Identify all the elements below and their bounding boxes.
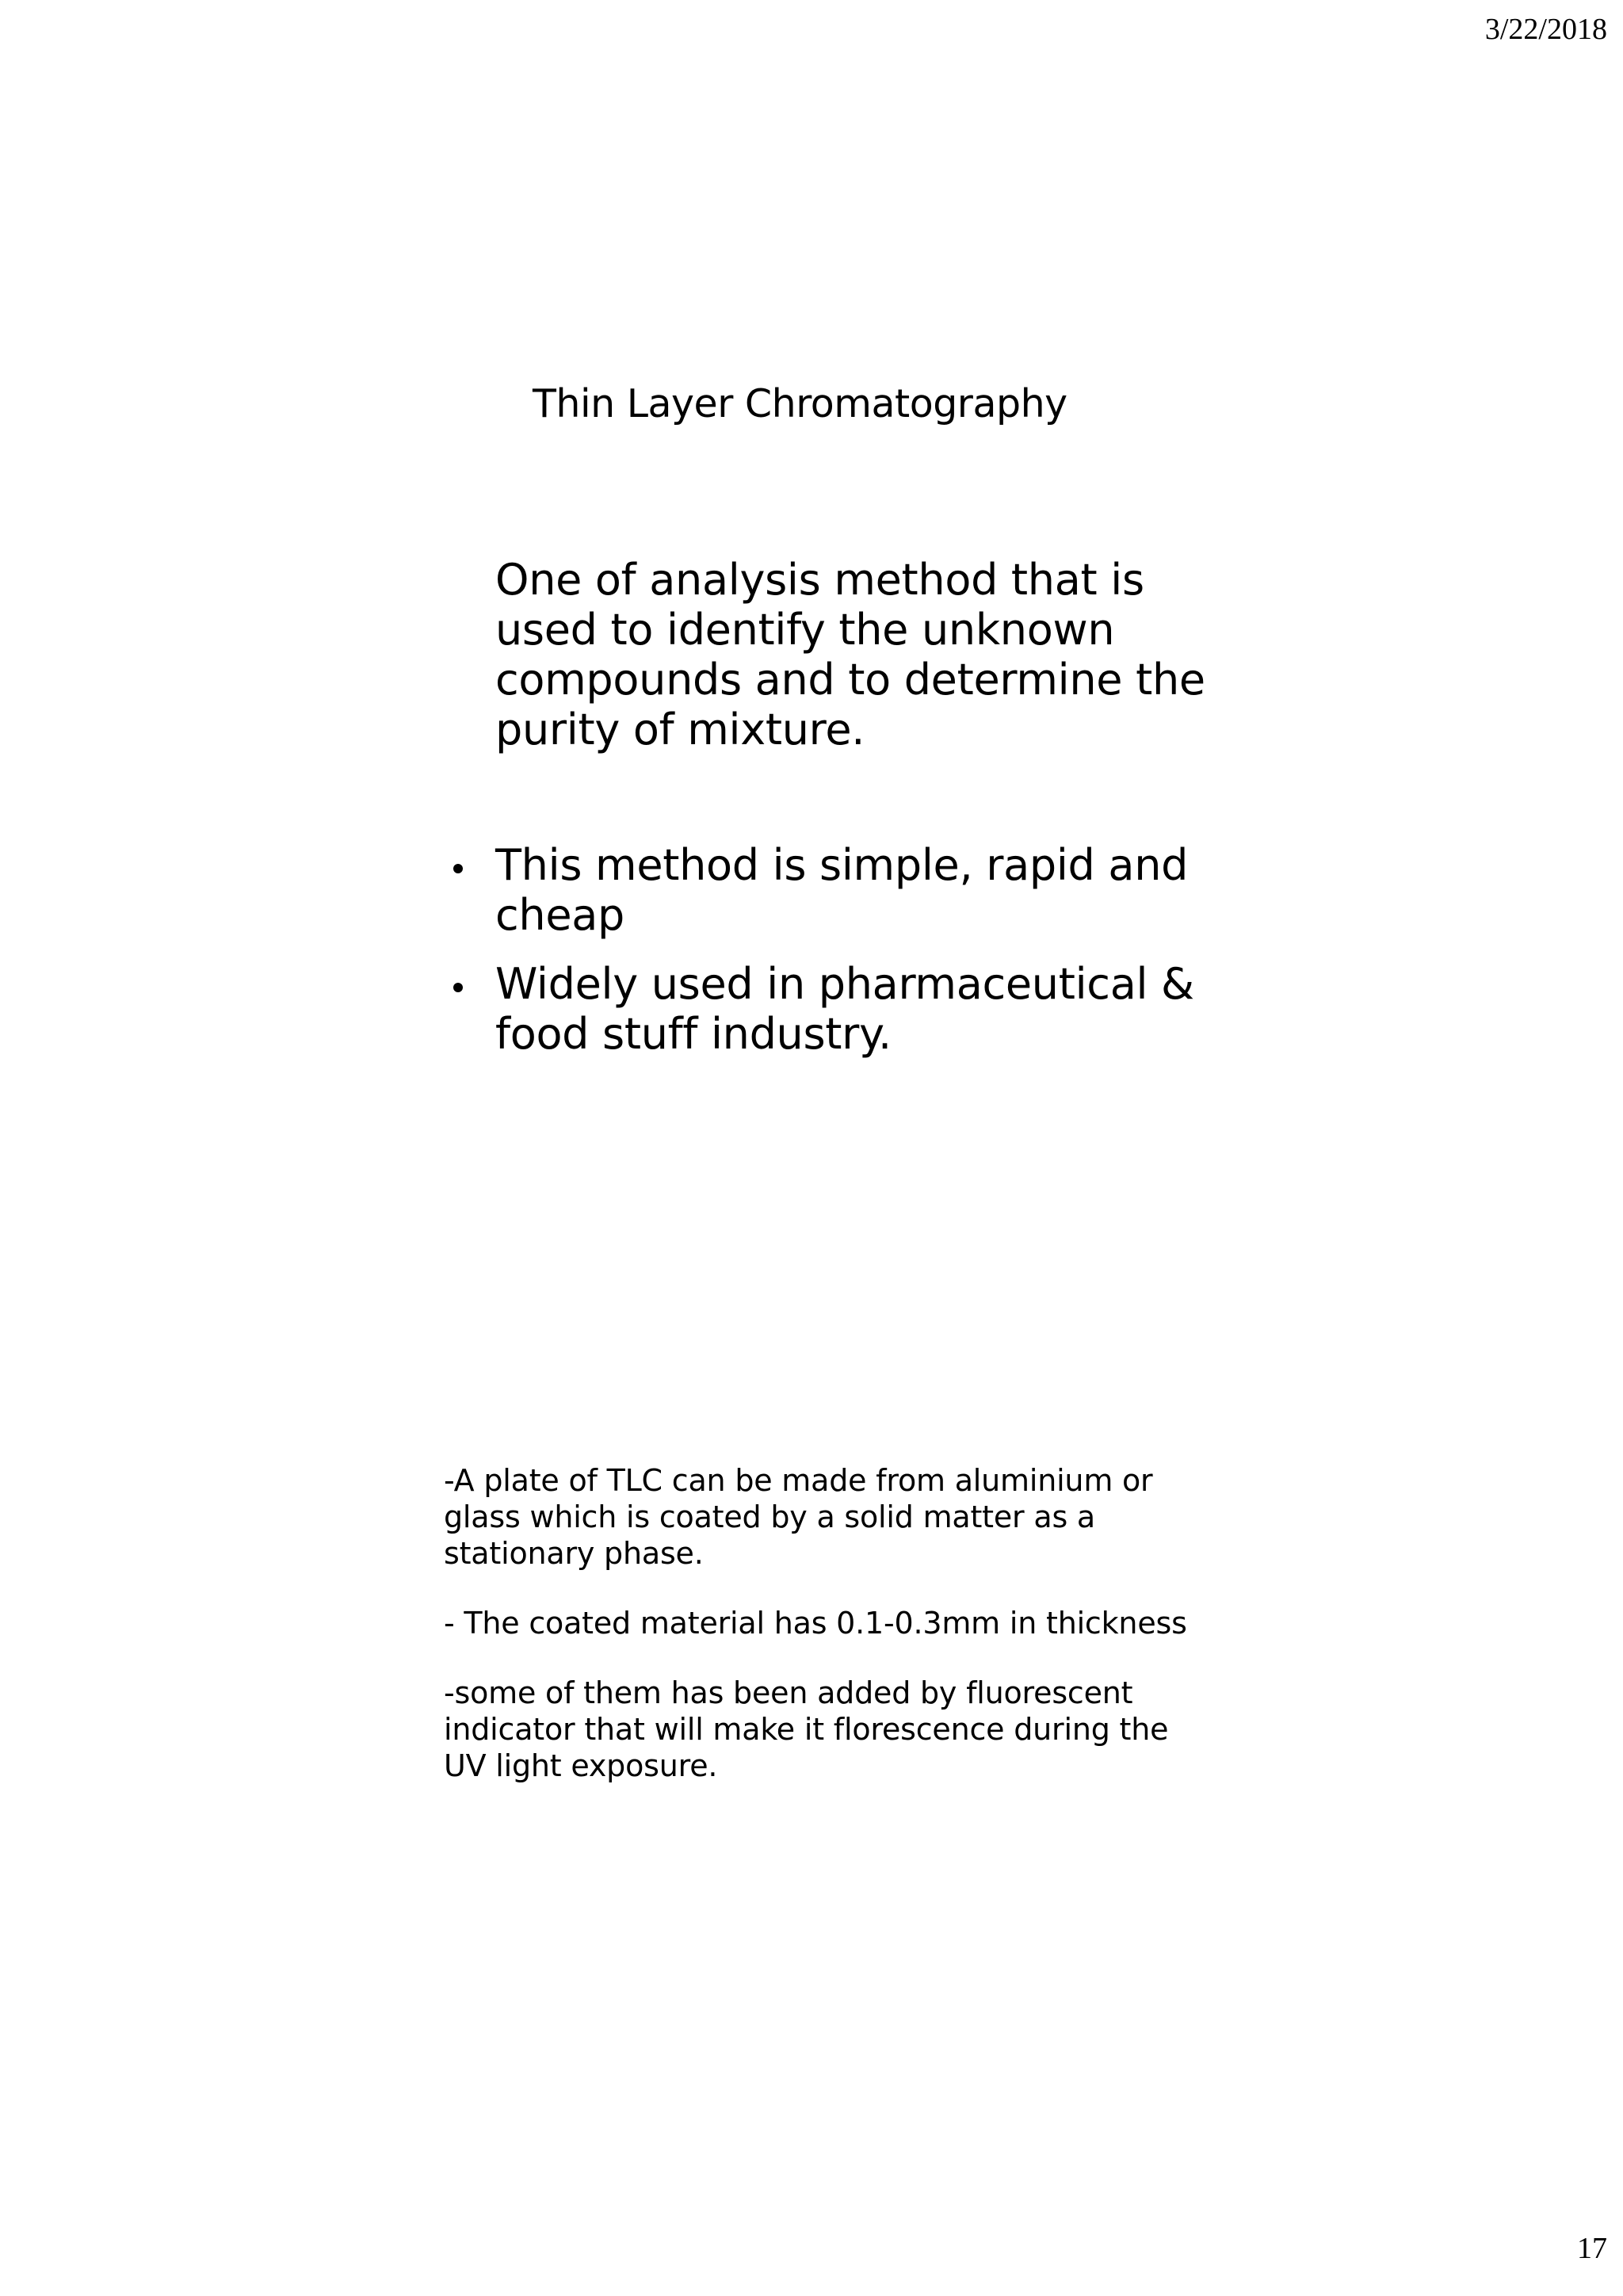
note-line: -A plate of TLC can be made from aluminium or	[444, 1463, 1153, 1498]
slide-top	[444, 372, 1205, 1086]
bullet-line: cheap	[495, 890, 625, 940]
bullet-item	[444, 840, 1205, 940]
page-date: 3/22/2018	[1484, 13, 1607, 46]
note-line: UV light exposure.	[444, 1748, 718, 1783]
bullet-line: This method is simple, rapid and	[495, 840, 1189, 890]
note-paragraph	[444, 1462, 1205, 1572]
bullet-dot-icon	[453, 983, 463, 992]
bullet-list	[444, 840, 1205, 1078]
slide-bottom	[444, 1462, 1205, 1819]
note-paragraph	[444, 1605, 1205, 1641]
note-line: stationary phase.	[444, 1536, 704, 1571]
bullet-line: Widely used in pharmaceutical &	[495, 959, 1194, 1009]
note-line: indicator that will make it florescence during the	[444, 1712, 1169, 1747]
intro-line: used to identify the unknown	[495, 605, 1115, 655]
intro-paragraph	[495, 555, 1205, 755]
intro-line: One of analysis method that is	[495, 555, 1144, 605]
page-number: 17	[1577, 2232, 1607, 2265]
note-line: - The coated material has 0.1-0.3mm in thickness	[444, 1606, 1187, 1641]
note-paragraph	[444, 1675, 1205, 1784]
intro-line: compounds and to determine the	[495, 655, 1205, 705]
note-line: glass which is coated by a solid matter as a	[444, 1499, 1096, 1534]
note-line: -some of them has been added by fluorescent	[444, 1675, 1133, 1710]
intro-line: purity of mixture.	[495, 705, 865, 755]
bullet-dot-icon	[453, 864, 463, 873]
bullet-line: food stuff industry.	[495, 1009, 892, 1059]
bullet-item	[444, 959, 1205, 1059]
slide-title: Thin Layer Chromatography	[533, 381, 1067, 426]
